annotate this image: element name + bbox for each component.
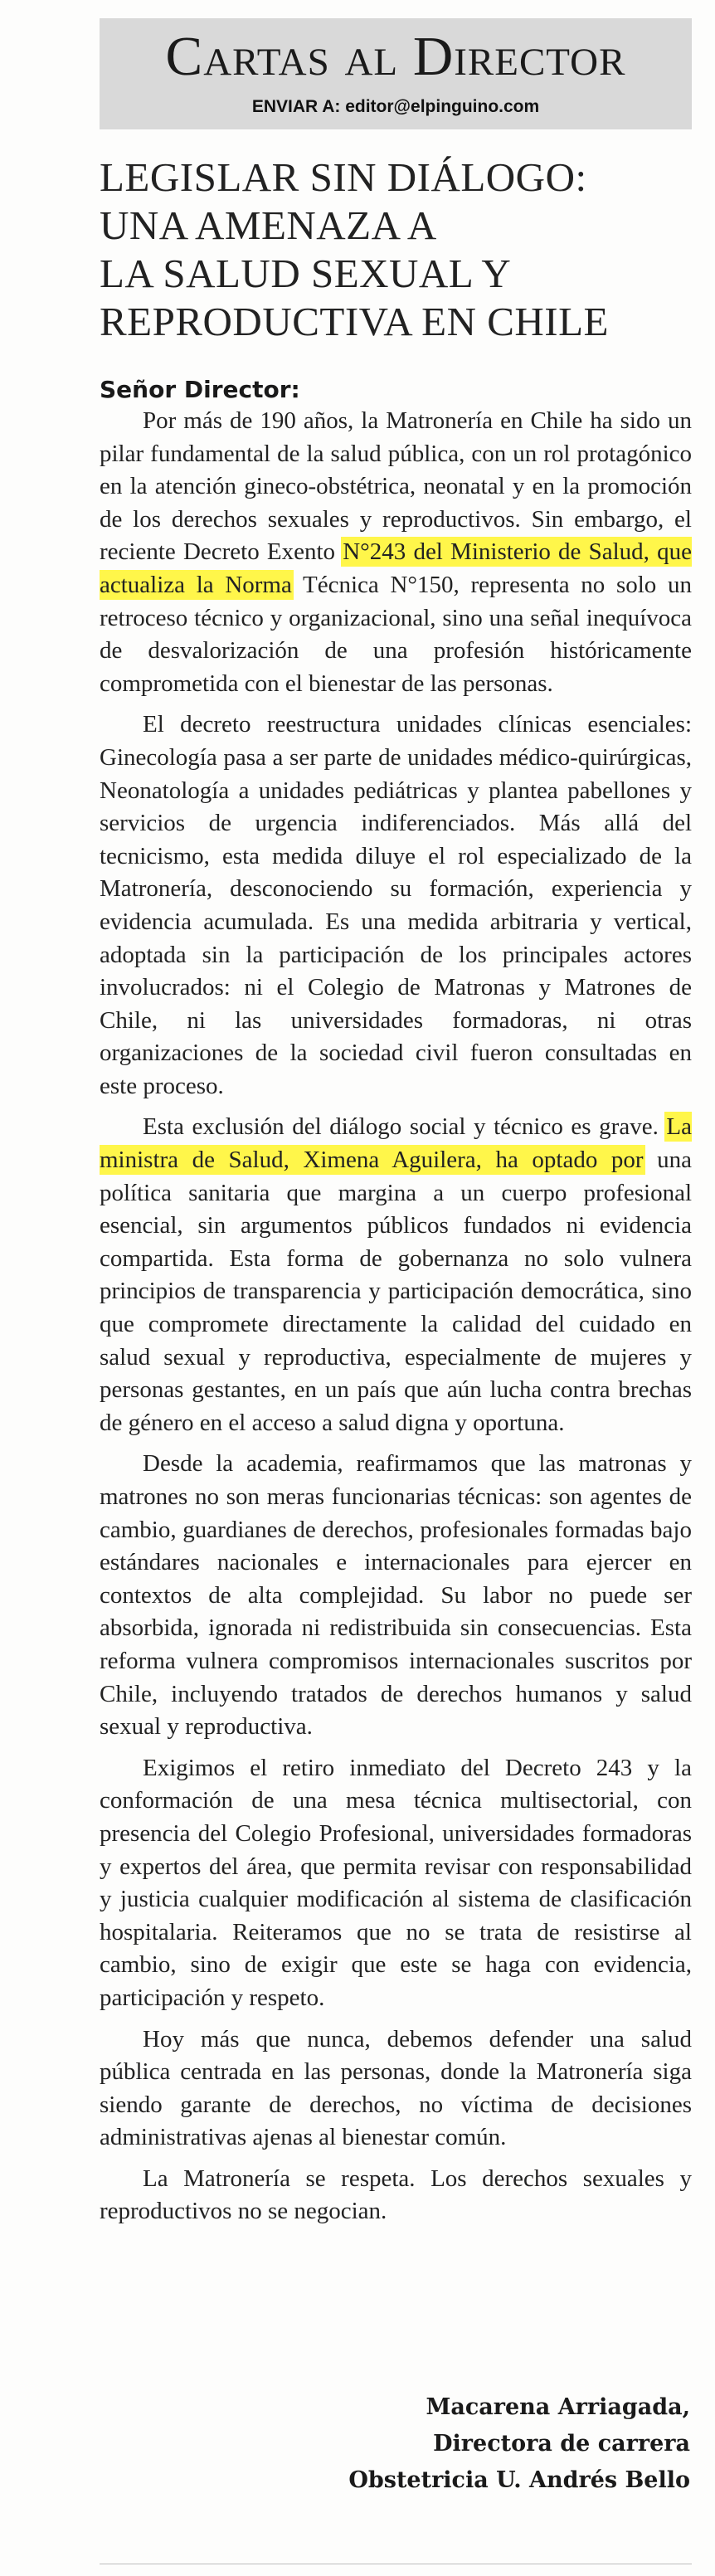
highlighted-text: La ministra de Salud, Ximena Aguilera, ha optado por (100, 1113, 692, 1174)
signature-block (348, 2389, 690, 2499)
highlighted-text: N°243 del Ministerio de Salud, que actualiza la Norma (100, 538, 692, 598)
paragraph-5: Exigimos el retiro inmediato del Decreto 243 y la conformación de una mesa técnica multisectorial, con presencia del Colegio Profesional, universidades formadoras y expertos del área, que permita revisar con responsabilidad y justicia cualquier modificación al sistema de clasificación hospitalaria. Reiteramos que no se trata de resistirse al cambio, sino de exigir que este se haga con evidencia, participación y respeto. (100, 1754, 692, 2011)
section-title: Cartas al Director (165, 26, 626, 87)
paragraph-3 (100, 1111, 692, 1439)
paragraph-7: La Matronería se respeta. Los derechos sexuales y reproductivos no se negocian. (100, 2165, 692, 2225)
author-role: Directora de carrera (433, 2431, 690, 2457)
letter-headline (100, 153, 697, 346)
paragraph-1 (100, 405, 692, 700)
paragraph-text: una política sanitaria que margina a un cuerpo profesional esencial, sin argumentos públicos fundados ni evidencia compartida. Esta forma de gobernanza no solo vulnera principios de transparencia y participación democrática, sino que compromete directamente la calidad del cuidado en salud sexual y reproductiva, especialmente de mujeres y personas gestantes, en un país que aún lucha contra brechas de género en el acceso a salud digna y oportuna. (100, 1147, 693, 1436)
paragraph-text: Esta exclusión del diálogo social y técnico es grave. (143, 1113, 667, 1141)
paragraph-2: El decreto reestructura unidades clínicas esenciales: Ginecología pasa a ser parte de unidades médico-quirúrgicas, Neonatología a unidades pediátricas y plantea pabellones y servicios de urgencia indiferenciados. Más allá del tecnicismo, esta medida diluye el rol especializado de la Matronería, desconociendo su formación, experiencia y evidencia acumulada. Es una medida arbitraria y vertical, adoptada sin la participación de los principales actores involucrados: ni el Colegio de Matronas y Matrones de Chile, ni las universidades formadoras, ni otras organizaciones de la sociedad civil fueron consultadas en este proceso. (100, 711, 692, 1099)
letter-body (100, 405, 692, 2237)
paragraph-text: Por más de 190 años, la Matronería en Chile ha sido un pilar fundamental de la salud pública, con un rol protagónico en la atención gineco-obstétrica, neonatal y en la promoción de los derechos sexuales y reproductivos. Sin embargo, el reciente Decreto Exento (100, 407, 692, 566)
author-institution: Obstetricia U. Andrés Bello (348, 2467, 690, 2493)
paragraph-6: Hoy más que nunca, debemos defender una salud pública centrada en las personas, donde la Matronería siga siendo garante de derechos, no víctima de decisiones administrativas ajenas al bienestar común. (100, 2025, 692, 2151)
submission-email: ENVIAR A: editor@elpinguino.com (251, 97, 540, 116)
section-header (100, 18, 692, 129)
paragraph-text: Técnica N°150, representa no solo un retroceso técnico y organizacional, sino una señal inequívoca de desvalorización de una profesión históricamente comprometida con el bienestar de las personas. (100, 571, 692, 697)
salutation: Señor Director: (100, 376, 300, 403)
paragraph-4: Desde la academia, reafirmamos que las matronas y matrones no son meras funcionarias técnicas: son agentes de cambio, guardianes de derechos, profesionales formadas bajo estándares nacionales e internacionales para ejercer en contextos de alta complejidad. Su labor no puede ser absorbida, ignorada ni redistribuida sin consecuencias. Esta reforma vulnera compromisos internacionales suscritos por Chile, incluyendo tratados de derechos humanos y salud sexual y reproductiva. (100, 1450, 692, 1741)
author-name: Macarena Arriagada, (426, 2394, 690, 2420)
headline-line: LA SALUD SEXUAL Y (100, 251, 512, 296)
headline-line: LEGISLAR SIN DIÁLOGO: (100, 154, 587, 200)
headline-line: REPRODUCTIVA EN CHILE (100, 299, 609, 344)
headline-line: UNA AMENAZA A (100, 202, 437, 248)
